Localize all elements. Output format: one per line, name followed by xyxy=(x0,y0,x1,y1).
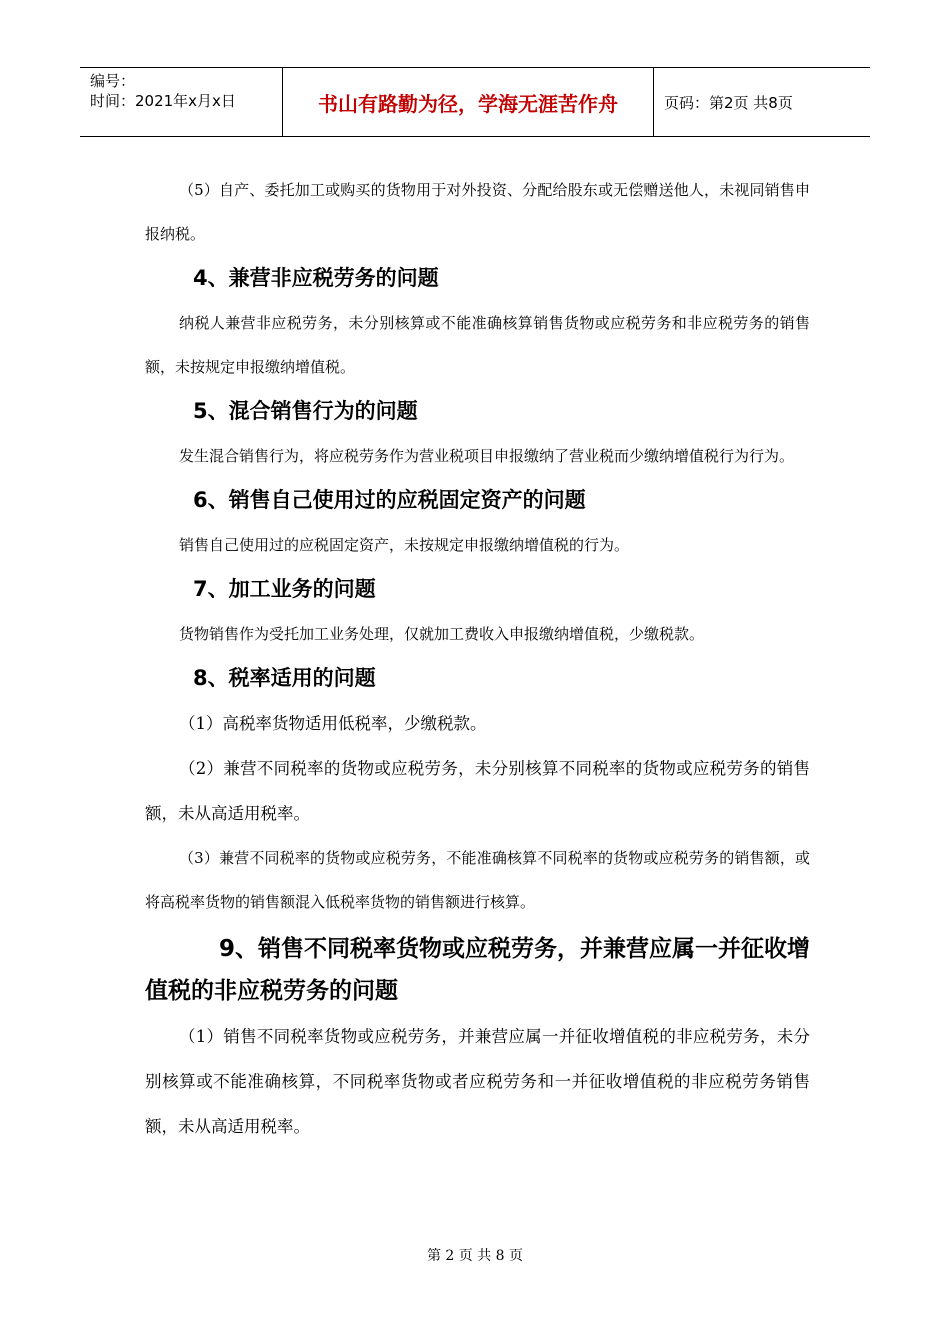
paragraph: 货物销售作为受托加工业务处理，仅就加工费收入申报缴纳增值税，少缴税款。 xyxy=(179,625,705,643)
section-heading: 9、销售不同税率货物或应税劳务，并兼营应属一并征收增值税的非应税劳务的问题 xyxy=(145,936,811,1004)
section-heading: 5、混合销售行为的问题 xyxy=(193,399,418,423)
header-meta xyxy=(80,68,282,136)
section-heading: 4、兼营非应税劳务的问题 xyxy=(193,266,439,290)
paragraph: （5）自产、委托加工或购买的货物用于对外投资、分配给股东或无偿赠送他人，未视同销售申报纳税。 xyxy=(145,181,810,243)
page-header xyxy=(80,67,870,137)
paragraph: 纳税人兼营非应税劳务，未分别核算或不能准确核算销售货物或应税劳务和非应税劳务的销售额，未按规定申报缴纳增值税。 xyxy=(145,314,810,376)
paragraph: （1）高税率货物适用低税率，少缴税款。 xyxy=(179,714,487,733)
section-heading: 7、加工业务的问题 xyxy=(193,577,376,601)
header-motto: 书山有路勤为径，学海无涯苦作舟 xyxy=(282,68,654,136)
header-page-info: 页码：第2页 共8页 xyxy=(664,93,793,112)
paragraph: 销售自己使用过的应税固定资产，未按规定申报缴纳增值税的行为。 xyxy=(179,536,630,554)
document-body xyxy=(145,168,810,1149)
paragraph: （1）销售不同税率货物或应税劳务，并兼营应属一并征收增值税的非应税劳务，未分别核算或不能准确核算，不同税率货物或者应税劳务和一并征收增值税的非应税劳务销售额，未从高适用税率。 xyxy=(145,1027,810,1136)
page-footer: 第 2 页 共 8 页 xyxy=(426,1248,524,1264)
number-label: 编号： xyxy=(90,72,136,90)
date-label: 时间：2021年x月x日 xyxy=(90,92,236,110)
section-heading: 8、税率适用的问题 xyxy=(193,666,376,690)
paragraph: （2）兼营不同税率的货物或应税劳务，未分别核算不同税率的货物或应税劳务的销售额，未从高适用税率。 xyxy=(145,759,810,823)
paragraph: （3）兼营不同税率的货物或应税劳务，不能准确核算不同税率的货物或应税劳务的销售额，或将高税率货物的销售额混入低税率货物的销售额进行核算。 xyxy=(145,849,810,911)
paragraph: 发生混合销售行为，将应税劳务作为营业税项目申报缴纳了营业税而少缴纳增值税行为行为。 xyxy=(179,447,795,465)
section-heading: 6、销售自己使用过的应税固定资产的问题 xyxy=(193,488,586,512)
